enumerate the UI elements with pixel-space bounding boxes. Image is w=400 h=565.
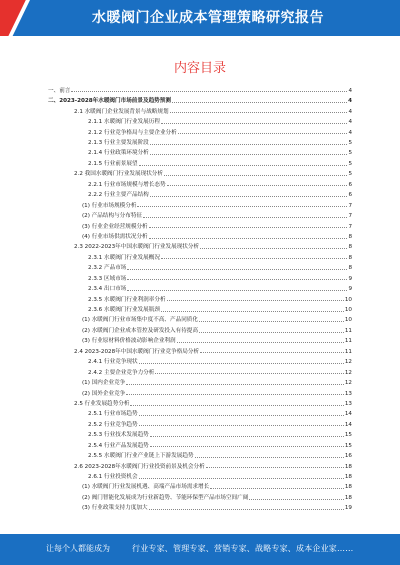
toc-entry-label: 2.5.1 行业市场趋势 [88,411,138,418]
toc-entry[interactable] [48,84,352,94]
toc-entry[interactable] [48,136,352,146]
toc-entry[interactable] [48,188,352,198]
toc-entry-label: (2) 水暖阀门企业成本管控及研发投入有待提高 [82,327,198,334]
toc-entry-page: 6 [348,181,352,188]
toc-entry-page: 10 [344,296,352,303]
toc-entry-label: (1) 水暖阀门行业市场集中度不高、产品同质化 [82,317,198,324]
toc-entry-label: 2.3.4 出口市场 [88,286,127,293]
toc-entry-page: 8 [348,244,352,251]
toc-leader-dots [199,321,344,322]
toc-entry[interactable] [48,418,352,428]
toc-leader-dots [170,112,348,113]
toc-leader-dots [249,499,344,500]
toc-entry[interactable] [48,293,352,303]
toc-leader-dots [200,248,347,249]
toc-entry[interactable] [48,168,352,178]
toc-entry[interactable] [48,115,352,125]
toc-entry-label: 2.4.2 主要企业竞争力分析 [88,369,155,376]
toc-entry[interactable] [48,481,352,491]
toc-entry-label: (4) 行业市场供需状况分析 [82,233,148,240]
toc-entry-page: 8 [348,265,352,272]
toc-leader-dots [206,467,344,468]
toc-entry[interactable] [48,251,352,261]
toc-entry-label: (3) 行业原材料价格波动影响企业利润 [82,338,176,345]
toc-leader-dots [150,436,344,437]
toc-entry-label: (1) 行业市场规模分析 [82,202,137,209]
toc-entry[interactable] [48,303,352,313]
toc-entry-label: (2) 产品结构与分布特征 [82,213,143,220]
toc-leader-dots [150,446,344,447]
toc-entry-label: 2.3 2022-2023年中国水暖阀门行业发展现状分析 [74,244,200,251]
toc-leader-dots [150,154,348,155]
toc-leader-dots [177,342,344,343]
toc-entry-page: 12 [344,369,352,376]
toc-leader-dots [143,217,347,218]
toc-entry-page: 10 [344,317,352,324]
toc-entry[interactable] [48,230,352,240]
toc-entry[interactable] [48,355,352,365]
toc-entry-label: 2.3.1 水暖阀门行业发展概况 [88,254,160,261]
toc-entry[interactable] [48,314,352,324]
toc-leader-dots [126,394,344,395]
toc-entry-label: 2.1.5 行业前景展望 [88,160,138,167]
toc-leader-dots [139,363,344,364]
toc-leader-dots [139,165,348,166]
toc-entry[interactable] [48,178,352,188]
toc-entry-label: 2.4 2023-2028年中国水暖阀门行业竞争格局分析 [74,348,200,355]
toc-entry-page: 12 [344,359,352,366]
toc-leader-dots [167,185,348,186]
toc-entry-label: 2.5.4 行业产品发展趋势 [88,442,149,449]
toc-leader-dots [127,269,347,270]
toc-entry-page: 4 [348,98,352,105]
toc-entry-page: 13 [344,400,352,407]
toc-entry-page: 5 [348,140,352,147]
toc-entry[interactable] [48,376,352,386]
toc-entry-page: 4 [348,129,352,136]
toc-entry-label: 2.3.5 水暖阀门行业利润率分析 [88,296,166,303]
toc-entry-page: 13 [344,390,352,397]
header-bar [0,0,400,36]
toc-entry[interactable] [48,220,352,230]
toc-leader-dots [139,415,344,416]
toc-leader-dots [149,509,344,510]
toc-entry-page: 16 [344,453,352,460]
toc-entry-label: 2.4.1 行业竞争现状 [88,359,138,366]
toc-entry-label: 2.2.1 行业市场规模与增长态势 [88,181,166,188]
toc-entry-label: 2.5.5 水暖阀门行业产业链上下游发展趋势 [88,453,194,460]
toc-leader-dots [127,279,347,280]
toc-entry-label: 一、前言 [48,87,71,94]
toc-entry-label: 2.1 水暖阀门企业发展背景与战略规划 [74,108,169,115]
toc-leader-dots [200,352,344,353]
toc-entry-page: 18 [344,463,352,470]
toc-entry[interactable] [48,502,352,512]
toc-entry-page: 18 [344,474,352,481]
toc-entry-page: 15 [344,442,352,449]
toc-leader-dots [161,311,344,312]
toc-entry-page: 18 [344,494,352,501]
toc-entry-page: 9 [348,286,352,293]
toc-entry-page: 9 [348,275,352,282]
toc-entry-label: 2.1.1 水暖阀门行业发展历程 [88,119,160,126]
toc-entry-label: 2.1.3 行业主要发展阶段 [88,140,149,147]
toc-leader-dots [199,332,344,333]
toc-leader-dots [139,425,344,426]
footer-tagline: 行业专家、管理专家、营销专家、战略专家、成本企业家…… [132,544,354,553]
toc-entry-label: (1) 国内企业竞争 [82,380,126,387]
toc-entry[interactable] [48,470,352,480]
toc-entry-page: 7 [348,202,352,209]
toc-entry[interactable] [48,261,352,271]
toc-entry-page: 18 [344,484,352,491]
toc-entry-page: 11 [344,327,352,334]
toc-entry-page: 4 [348,87,352,94]
toc-entry[interactable] [48,366,352,376]
toc-entry-page: 8 [348,254,352,261]
toc-entry[interactable] [48,491,352,501]
toc-entry[interactable] [48,449,352,459]
toc-entry[interactable] [48,428,352,438]
toc-heading: 内容目录 [173,61,226,76]
toc-leader-dots [161,123,347,124]
toc-entry[interactable] [48,335,352,345]
toc-entry-label: 2.5.2 行业竞争趋势 [88,421,138,428]
toc-entry-page: 5 [348,171,352,178]
toc-entry[interactable] [48,241,352,251]
toc-entry-page: 19 [344,505,352,512]
toc-entry-label: 二、2023-2028年水暖阀门市场前景及趋势预测 [48,98,171,105]
toc-entry-label: 2.6.1 行业投资机会 [88,474,138,481]
document-title: 水暖阀门企业成本管理策略研究报告 [92,10,324,26]
toc-entry[interactable] [48,397,352,407]
toc-leader-dots [126,384,344,385]
toc-entry-label: 2.5.3 行业技术发展趋势 [88,432,149,439]
toc-entry-page: 7 [348,213,352,220]
toc-entry[interactable] [48,282,352,292]
toc-entry[interactable] [48,272,352,282]
toc-entry-label: 2.3.2 产品市场 [88,265,127,272]
toc-entry-page: 8 [348,233,352,240]
toc-entry[interactable] [48,439,352,449]
toc-entry-label: 2.1.2 行业竞争格局与主要企业分析 [88,129,177,136]
toc-entry-page: 4 [348,119,352,126]
toc-entry-page: 14 [344,421,352,428]
toc-entry-page: 6 [348,192,352,199]
toc-entry-page: 14 [344,411,352,418]
table-of-contents [48,84,352,512]
toc-entry-page: 5 [348,160,352,167]
toc-entry-page: 11 [344,338,352,345]
toc-entry-label: (2) 国外企业竞争 [82,390,126,397]
toc-entry[interactable] [48,147,352,157]
toc-leader-dots [195,457,344,458]
toc-leader-dots [149,227,348,228]
toc-leader-dots [150,196,348,197]
toc-entry-label: (3) 行业政策支持力度加大 [82,505,148,512]
toc-entry[interactable] [48,105,352,115]
toc-leader-dots [150,144,348,145]
toc-entry[interactable] [48,126,352,136]
toc-entry[interactable] [48,408,352,418]
toc-entry[interactable] [48,387,352,397]
toc-entry[interactable] [48,157,352,167]
toc-entry-page: 15 [344,432,352,439]
toc-leader-dots [149,238,348,239]
toc-entry[interactable] [48,199,352,209]
footer-bar [0,534,400,565]
toc-entry[interactable] [48,345,352,355]
toc-entry-page: 12 [344,380,352,387]
toc-entry-page: 10 [344,307,352,314]
toc-entry-label: 2.1.4 行业政策环境分析 [88,150,149,157]
toc-entry[interactable] [48,209,352,219]
toc-entry-label: 2.2 我国水暖阀门行业发展现状分析 [74,171,163,178]
footer-slogan: 让每个人都能成为 [46,544,110,553]
toc-entry-label: 2.6 2023-2028年水暖阀门行业投资前景及机会分析 [74,463,205,470]
toc-leader-dots [137,206,347,207]
toc-leader-dots [130,405,343,406]
toc-entry[interactable] [48,324,352,334]
toc-entry-page: 11 [344,348,352,355]
toc-leader-dots [155,373,344,374]
toc-leader-dots [167,300,344,301]
toc-leader-dots [210,488,344,489]
toc-leader-dots [172,102,347,103]
toc-entry-page: 5 [348,150,352,157]
toc-entry-label: 2.3.3 区域市场 [88,275,127,282]
toc-entry-page: 4 [348,108,352,115]
toc-entry-label: 2.2.2 行业主要产品结构 [88,192,149,199]
toc-entry[interactable] [48,460,352,470]
toc-entry-label: (1) 水暖阀门行业发展机遇、高端产品市场需求增长 [82,484,210,491]
toc-entry-label: 2.5 行业发展趋势分析 [74,400,130,407]
toc-entry-label: (2) 阀门智能化发展成为行业新趋势、节能环保型产品市场空间广阔 [82,494,249,501]
toc-leader-dots [164,175,347,176]
toc-entry-page: 7 [348,223,352,230]
toc-leader-dots [178,133,348,134]
toc-leader-dots [71,91,347,92]
toc-leader-dots [139,478,344,479]
toc-leader-dots [161,258,347,259]
toc-entry-label: 2.3.6 水暖阀门行业发展瓶颈 [88,307,160,314]
toc-entry-label: (3) 行业企业经营规模分析 [82,223,148,230]
toc-leader-dots [127,290,347,291]
toc-entry[interactable] [48,94,352,104]
